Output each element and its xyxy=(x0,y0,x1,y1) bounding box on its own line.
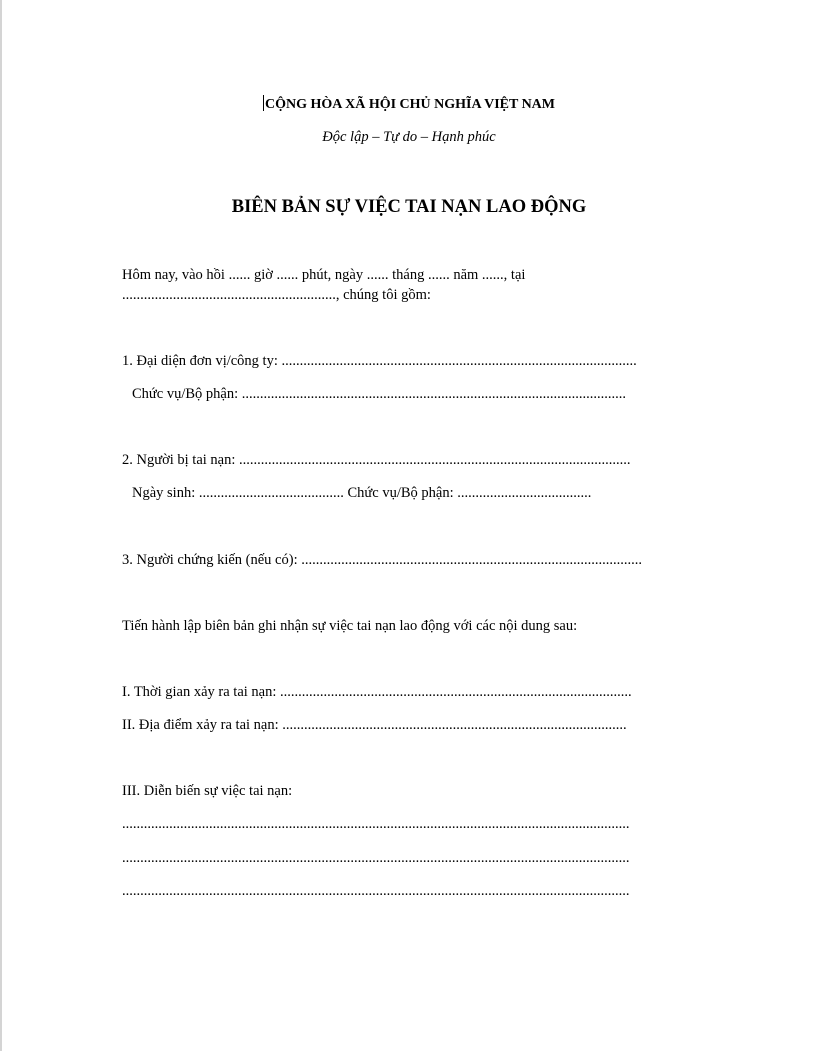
intro-line-2: ..........................................................., chúng tôi gồm: xyxy=(122,287,431,303)
motto: Độc lập – Tự do – Hạnh phúc xyxy=(322,129,496,145)
company-representative-line: 1. Đại diện đơn vị/công ty: .................................................................................................. xyxy=(122,353,637,369)
accident-course-line-1: ............................................................................................................................................ xyxy=(122,816,630,832)
accident-course-heading: III. Diễn biến sự việc tai nạn: xyxy=(122,783,293,799)
text-cursor xyxy=(263,95,264,111)
proceed-statement: Tiến hành lập biên bản ghi nhận sự việc tai nạn lao động với các nội dung sau: xyxy=(122,618,578,634)
representative-position-line: Chức vụ/Bộ phận: .......................................................................................................... xyxy=(132,386,627,402)
accident-time-line: I. Thời gian xảy ra tai nạn: ................................................................................................. xyxy=(122,684,632,700)
nation-header-text: CỘNG HÒA XÃ HỘI CHỦ NGHĨA VIỆT NAM xyxy=(264,97,555,112)
victim-line: 2. Người bị tai nạn: ............................................................................................................ xyxy=(122,452,631,468)
witness-line: 3. Người chứng kiến (nếu có): .............................................................................................. xyxy=(122,552,642,568)
accident-course-line-2: ............................................................................................................................................ xyxy=(122,850,630,866)
intro-line-1: Hôm nay, vào hồi ...... giờ ...... phút, ngày ...... tháng ...... năm ......, tại xyxy=(122,267,526,283)
accident-place-line: II. Địa điểm xảy ra tai nạn: ............................................................................................... xyxy=(122,717,627,733)
document-page[interactable] xyxy=(2,0,816,1051)
accident-course-line-3: ............................................................................................................................................ xyxy=(122,883,630,899)
nation-header xyxy=(2,95,816,114)
victim-details-line: Ngày sinh: ........................................ Chức vụ/Bộ phận: ..................................... xyxy=(132,485,592,501)
document-title: BIÊN BẢN SỰ VIỆC TAI NẠN LAO ĐỘNG xyxy=(231,197,587,217)
